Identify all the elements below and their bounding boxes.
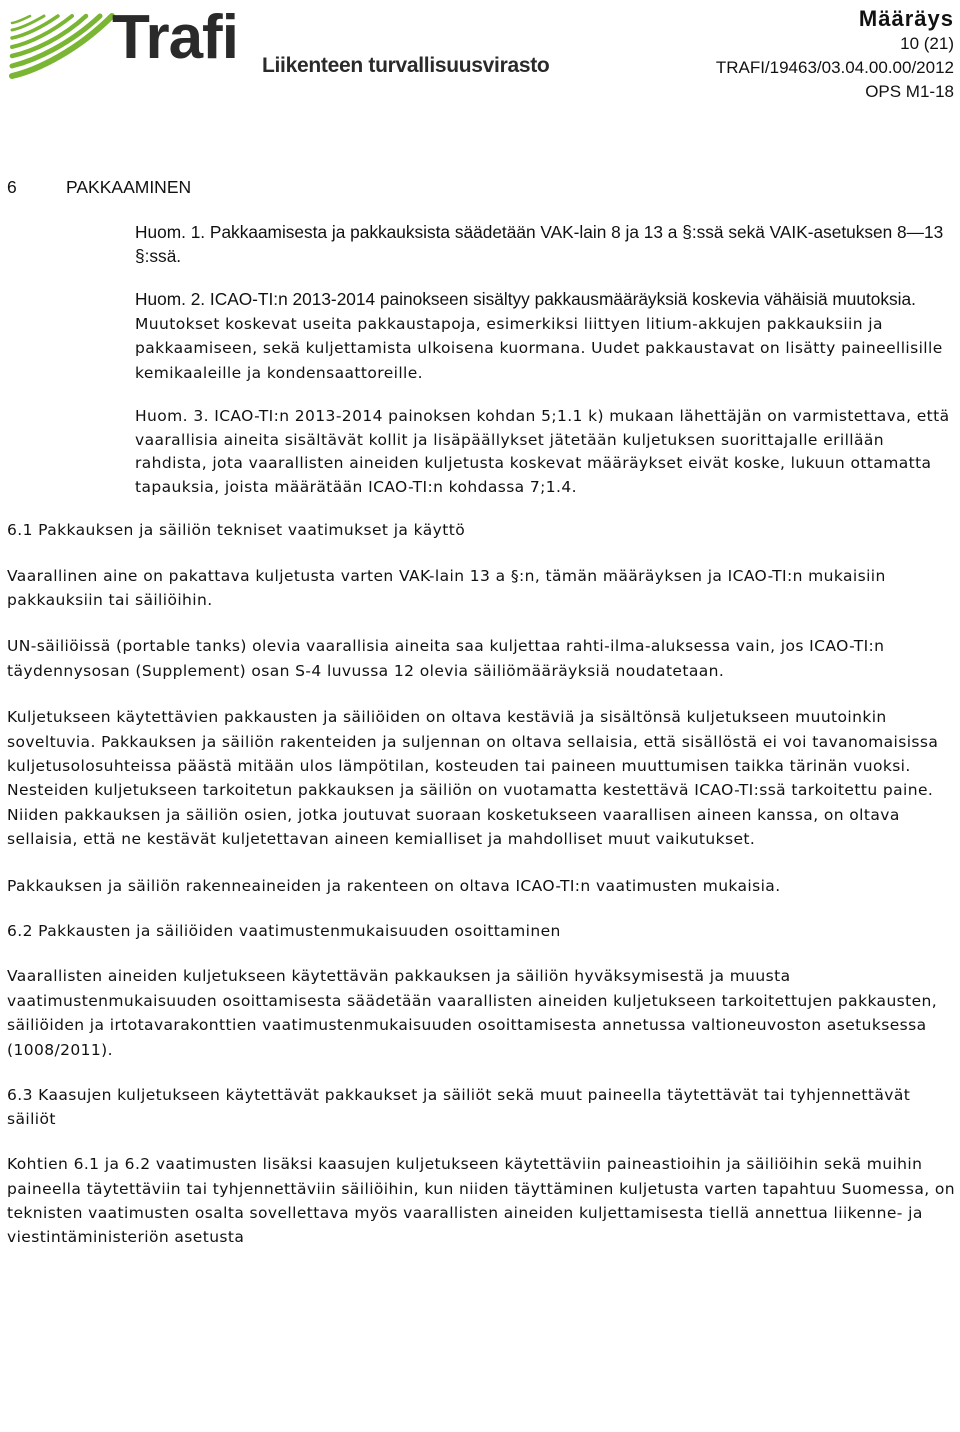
subsection-heading-6-1: 6.1 Pakkauksen ja säiliön tekniset vaatimukset ja käyttö	[7, 521, 466, 539]
reference-number: TRAFI/19463/03.04.00.00/2012	[715, 58, 954, 77]
page-number: 10 (21)	[900, 34, 954, 53]
document-type: Määräys	[858, 6, 954, 31]
section-title: PAKKAAMINEN	[66, 177, 192, 197]
logo-wordmark: Trafi	[112, 3, 238, 72]
paragraph: Vaarallinen aine on pakattava kuljetusta varten VAK-lain 13 a §:n, tämän määräyksen ja ICAO-TI:n mukaisiin pakkauksiin tai säiliöihin.	[7, 566, 886, 609]
note-2-intro: Huom. 2. ICAO-TI:n 2013-2014 painokseen sisältyy pakkausmääräyksiä koskevia vähäisiä muutoksia.	[135, 289, 916, 309]
note-1: Huom. 1. Pakkaamisesta ja pakkauksista säädetään VAK-lain 8 ja 13 a §:ssä sekä VAIK-asetuksen 8—13 §:ssä.	[135, 222, 944, 266]
note-3: Huom. 3. ICAO-TI:n 2013-2014 painoksen kohdan 5;1.1 k) mukaan lähettäjän on varmistettava, että vaarallisia aineita sisältävät kollit ja lisäpäällykset jätetään kuljetuksen suorittajalle erillään rahdista, jota vaarallisten aineiden kuljetusta koskevat määräykset eivät koske, lukuun ottamatta tapauksia, joista määrätään ICAO-TI:n kohdassa 7;1.4.	[135, 407, 950, 496]
document-body	[7, 175, 957, 1272]
subsection-heading-6-3: 6.3 Kaasujen kuljetukseen käytettävät pakkaukset ja säiliöt sekä muut paineella täytettävät tai tyhjennettävät säiliöt	[7, 1086, 911, 1128]
section-heading	[7, 175, 957, 199]
paragraph: Kuljetukseen käytettävien pakkausten ja säiliöiden on oltava kestäviä ja sisältönsä kuljetukseen muutoinkin soveltuvia. Pakkauksen ja säiliön rakenteiden ja suljennan on oltava sellaisia, että sisällöstä ei voi tavanomaisissa kuljetusolosuhteissa päästä mitään ulos lämpötilan, kosteuden tai paineen muuttumisen taikka tärinän vuoksi. Nesteiden kuljetukseen tarkoitetun pakkauksen ja säiliön on vuotamatta kestettävä ICAO-TI:ssä tarkoitettu paine. Niiden pakkauksen ja säiliön osien, jotka joutuvat suoraan kosketukseen vaarallisen aineen kanssa, on oltava sellaisia, että ne kestävät kuljetettavan aineen kemialliset ja mahdolliset muut vaikutukset.	[7, 708, 939, 849]
paragraph: Kohtien 6.1 ja 6.2 vaatimusten lisäksi kaasujen kuljetukseen käytettäviin paineastioihin ja säiliöihin sekä muihin paineella täytettäviin tai tyhjennettäviin säiliöihin, kun niiden täyttäminen kuljetusta varten tapahtuu Suomessa, on teknisten vaatimusten osalta sovellettava myös vaarallisten aineiden kuljettamisesta tiellä annettua liikenne- ja viestintäministeriön asetusta	[7, 1155, 956, 1247]
subsection-heading-6-2: 6.2 Pakkausten ja säiliöiden vaatimustenmukaisuuden osoittaminen	[7, 921, 561, 940]
paragraph: UN-säiliöissä (portable tanks) olevia vaarallisia aineita saa kuljettaa rahti-ilma-aluksessa vain, jos ICAO-TI:n täydennysosan (Supplement) osan S-4 luvussa 12 olevia säiliömääräyksiä noudatetaan.	[7, 637, 885, 680]
note-2-detail: Muutokset koskevat useita pakkaustapoja, esimerkiksi liittyen litium-akkujen pakkauksiin ja pakkaamiseen, sekä kuljettamista ulkoisena kuormana. Uudet pakkaustavat on lisätty paineellisille kemikaaleille ja kondensaattoreille.	[135, 314, 943, 382]
trafi-swoosh-icon	[8, 10, 116, 80]
regulation-code: OPS M1-18	[865, 82, 954, 101]
document-header-meta	[716, 6, 954, 104]
section-number: 6	[7, 177, 17, 197]
paragraph: Pakkauksen ja säiliön rakenneaineiden ja rakenteen on oltava ICAO-TI:n vaatimusten mukaisia.	[7, 876, 781, 895]
paragraph: Vaarallisten aineiden kuljetukseen käytettävän pakkauksen ja säiliön hyväksymisestä ja muusta vaatimustenmukaisuuden osoittamisesta säädetään vaarallisten aineiden kuljetukseen tarkoitettujen pakkausten, säiliöiden ja irtotavarakonttien vaatimustenmukaisuuden osoittamisesta annetussa valtioneuvoston asetuksessa (1008/2011).	[7, 967, 938, 1059]
agency-name: Liikenteen turvallisuusvirasto	[262, 54, 550, 77]
note-2	[135, 288, 957, 385]
